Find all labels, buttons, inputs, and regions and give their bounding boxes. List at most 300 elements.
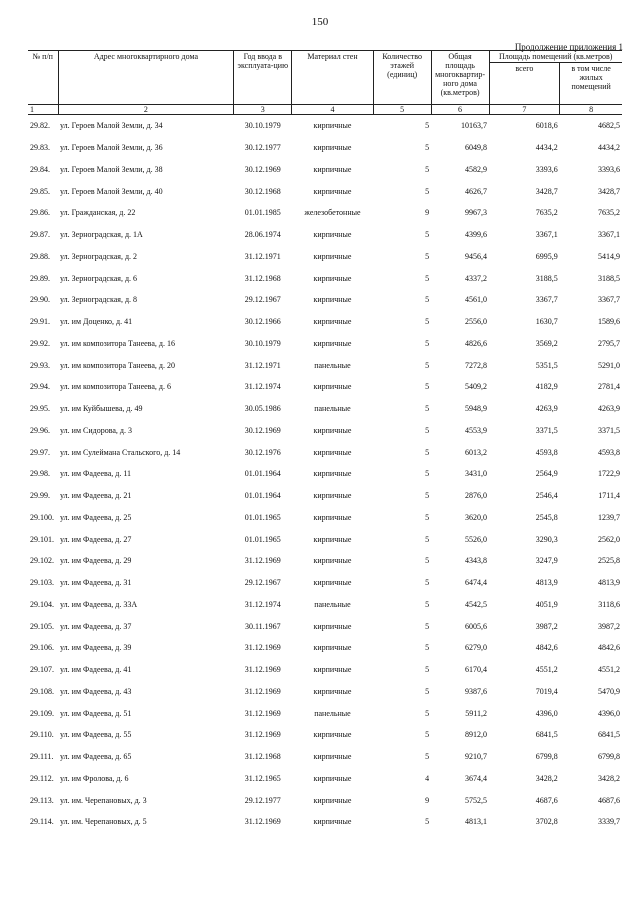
material-cell: кирпичные [313,425,352,435]
material-cell: железобетонные [304,208,361,218]
table-row [28,354,622,376]
year-cell: 30.12.1969 [244,164,281,174]
table-row [28,594,622,616]
year-cell: 31.12.1969 [244,556,281,566]
residential-area-cell: 4263,9 [598,404,620,414]
table-row [28,724,622,746]
premises-all-cell: 3367,1 [535,230,558,240]
premises-all-cell: 4842,6 [535,643,558,653]
row-number-cell: 29.102. [30,556,54,566]
floors-cell: 5 [425,491,430,501]
table-row [28,463,622,485]
table-row [28,528,622,550]
material-cell: кирпичные [313,643,352,653]
material-cell: кирпичные [313,795,352,805]
row-number-cell: 29.83. [30,143,50,153]
address-cell: ул. им Фадеева, д. 51 [60,708,132,718]
residential-area-cell: 7635,2 [598,208,620,218]
address-cell: ул. им Фадеева, д. 33А [60,599,138,609]
material-cell: кирпичные [313,447,352,457]
address-cell: ул. Зерноградская, д. 1А [60,230,143,240]
residential-area-cell: 4551,2 [598,665,620,675]
residential-area-cell: 3987,2 [598,621,620,631]
total-area-cell: 9387,6 [465,686,487,696]
floors-cell: 5 [425,121,430,131]
address-cell: ул. им Фадеева, д. 55 [60,730,132,740]
table-row [28,398,622,420]
material-cell: кирпичные [313,773,352,783]
year-cell: 30.11.1967 [244,621,281,631]
floors-cell: 5 [425,143,430,153]
housing-table [28,50,622,833]
table-row [28,376,622,398]
residential-area-cell: 4593,8 [598,447,620,457]
row-number-cell: 29.97. [30,447,50,457]
floors-cell: 9 [425,208,430,218]
premises-all-cell: 3393,6 [535,164,558,174]
floors-cell: 5 [425,360,430,370]
premises-all-cell: 2564,9 [535,469,558,479]
total-area-cell: 9210,7 [465,752,487,762]
table-row [28,333,622,355]
address-cell: ул. им Фадеева, д. 31 [60,578,132,588]
table-row [28,550,622,572]
total-area-cell: 6013,2 [465,447,487,457]
residential-area-cell: 1722,9 [598,469,620,479]
row-number-cell: 29.111. [30,752,54,762]
table-row [28,507,622,529]
premises-all-cell: 4593,8 [535,447,558,457]
residential-area-cell: 3428,2 [598,773,620,783]
column-number: 4 [292,105,373,115]
total-area-cell: 4542,5 [465,599,487,609]
material-cell: панельные [314,599,351,609]
column-numbers-row [28,105,622,115]
floors-cell: 5 [425,817,430,827]
floors-cell: 5 [425,512,430,522]
address-cell: ул. им Доценко, д. 41 [60,317,133,327]
address-cell: ул. Героев Малой Земли, д. 40 [60,186,163,196]
material-cell: кирпичные [313,752,352,762]
residential-area-cell: 2562,0 [598,534,620,544]
floors-cell: 5 [425,230,430,240]
total-area-cell: 3431,0 [465,469,487,479]
address-cell: ул. им Куйбышева, д. 49 [60,404,143,414]
premises-all-cell: 1630,7 [535,317,558,327]
premises-all-cell: 4396,0 [535,708,558,718]
year-cell: 31.12.1971 [244,360,281,370]
row-number-cell: 29.95. [30,404,50,414]
page-number: 150 [311,16,329,28]
total-area-cell: 10163,7 [461,121,487,131]
total-area-cell: 4399,6 [465,230,487,240]
residential-area-cell: 3339,7 [598,817,620,827]
total-area-cell: 4582,9 [465,164,487,174]
total-area-cell: 6005,6 [465,621,487,631]
year-cell: 28.06.1974 [244,230,281,240]
table-row [28,768,622,790]
total-area-cell: 5752,5 [465,795,487,805]
total-area-cell: 9456,4 [465,251,487,261]
premises-all-cell: 4687,6 [535,795,558,805]
material-cell: кирпичные [313,578,352,588]
total-area-cell: 4553,9 [465,425,487,435]
residential-area-cell: 3367,1 [598,230,620,240]
total-area-cell: 5409,2 [465,382,487,392]
address-cell: ул. им Фадеева, д. 43 [60,686,132,696]
address-cell: ул. им Фадеева, д. 11 [60,469,132,479]
total-area-cell: 6474,4 [465,578,487,588]
table-row [28,267,622,289]
premises-all-cell: 3371,5 [535,425,558,435]
premises-all-cell: 4263,9 [535,404,558,414]
residential-area-cell: 4813,9 [598,578,620,588]
material-cell: панельные [314,404,351,414]
premises-all-cell: 3367,7 [535,295,558,305]
table-row [28,202,622,224]
material-cell: панельные [314,360,351,370]
residential-area-cell: 3188,5 [598,273,620,283]
material-cell: кирпичные [313,164,352,174]
address-cell: ул. им Фадеева, д. 27 [60,534,132,544]
row-number-cell: 29.113. [30,795,54,805]
address-cell: ул. Зерноградская, д. 8 [60,295,138,305]
header-premises-area: Площадь помещений (кв.метров) [489,51,622,63]
material-cell: кирпичные [313,621,352,631]
material-cell: кирпичные [313,512,352,522]
floors-cell: 5 [425,534,430,544]
address-cell: ул. Зерноградская, д. 6 [60,273,138,283]
residential-area-cell: 1239,7 [598,512,620,522]
header-floors: Количество этажей (единиц) [373,51,431,105]
premises-all-cell: 5351,5 [535,360,558,370]
row-number-cell: 29.99. [30,491,50,501]
row-number-cell: 29.107. [30,665,54,675]
row-number-cell: 29.82. [30,121,50,131]
residential-area-cell: 3428,7 [598,186,620,196]
row-number-cell: 29.104. [30,599,54,609]
premises-all-cell: 6799,8 [535,752,558,762]
address-cell: ул. им Сулеймана Стальского, д. 14 [60,447,181,457]
premises-all-cell: 6841,5 [535,730,558,740]
address-cell: ул. Зерноградская, д. 2 [60,251,138,261]
total-area-cell: 6170,4 [465,665,487,675]
year-cell: 29.12.1967 [244,295,281,305]
residential-area-cell: 6841,5 [598,730,620,740]
floors-cell: 9 [425,795,430,805]
row-number-cell: 29.88. [30,251,50,261]
row-number-cell: 29.110. [30,730,54,740]
header-material: Материал стен [292,51,373,105]
floors-cell: 5 [425,164,430,174]
total-area-cell: 2556,0 [465,317,487,327]
material-cell: кирпичные [313,317,352,327]
material-cell: кирпичные [313,382,352,392]
floors-cell: 5 [425,556,430,566]
address-cell: ул. им Сидорова, д. 3 [60,425,132,435]
total-area-cell: 5948,9 [465,404,487,414]
residential-area-cell: 3367,7 [598,295,620,305]
address-cell: ул. Героев Малой Земли, д. 38 [60,164,163,174]
premises-all-cell: 3247,9 [535,556,558,566]
address-cell: ул. им. Черепановых, д. 5 [60,817,147,827]
row-number-cell: 29.103. [30,578,54,588]
floors-cell: 5 [425,665,430,675]
floors-cell: 5 [425,382,430,392]
column-number: 1 [28,105,58,115]
total-area-cell: 3674,4 [465,773,487,783]
year-cell: 31.12.1969 [244,665,281,675]
address-cell: ул. Гражданская, д. 22 [60,208,136,218]
row-number-cell: 29.85. [30,186,50,196]
column-number: 2 [58,105,234,115]
address-cell: ул. им композитора Танеева, д. 6 [60,382,171,392]
material-cell: кирпичные [313,186,352,196]
material-cell: кирпичные [313,251,352,261]
residential-area-cell: 6799,8 [598,752,620,762]
year-cell: 31.12.1969 [244,643,281,653]
total-area-cell: 4337,2 [465,273,487,283]
premises-all-cell: 6995,9 [535,251,558,261]
table-row [28,224,622,246]
column-number: 8 [560,105,622,115]
premises-all-cell: 3702,8 [535,817,558,827]
premises-all-cell: 2545,8 [535,512,558,522]
residential-area-cell: 3118,6 [598,599,620,609]
table-row [28,180,622,202]
premises-all-cell: 6018,6 [535,121,558,131]
address-cell: ул. Героев Малой Земли, д. 36 [60,143,163,153]
row-number-cell: 29.112. [30,773,54,783]
residential-area-cell: 4687,6 [598,795,620,805]
floors-cell: 5 [425,251,430,261]
premises-all-cell: 4813,9 [535,578,558,588]
row-number-cell: 29.96. [30,425,50,435]
total-area-cell: 6049,8 [465,143,487,153]
address-cell: ул. им Фадеева, д. 65 [60,752,132,762]
table-header [28,51,622,115]
row-number-cell: 29.86. [30,208,50,218]
residential-area-cell: 5470,9 [598,686,620,696]
premises-all-cell: 3428,7 [535,186,558,196]
year-cell: 31.12.1969 [244,708,281,718]
year-cell: 30.12.1976 [244,447,281,457]
total-area-cell: 2876,0 [465,491,487,501]
table-row [28,246,622,268]
material-cell: кирпичные [313,556,352,566]
floors-cell: 5 [425,338,430,348]
floors-cell: 5 [425,752,430,762]
row-number-cell: 29.98. [30,469,50,479]
residential-area-cell: 5291,0 [598,360,620,370]
floors-cell: 5 [425,425,430,435]
table-row [28,441,622,463]
residential-area-cell: 4434,2 [598,143,620,153]
premises-all-cell: 4434,2 [535,143,558,153]
material-cell: кирпичные [313,534,352,544]
floors-cell: 5 [425,469,430,479]
table-row [28,115,622,137]
header-num: № п/п [28,51,58,105]
table-body [28,115,622,833]
address-cell: ул. им Фадеева, д. 37 [60,621,132,631]
table-row [28,137,622,159]
table-row [28,159,622,181]
year-cell: 31.12.1969 [244,686,281,696]
material-cell: панельные [314,708,351,718]
column-number: 6 [431,105,489,115]
table-row [28,615,622,637]
residential-area-cell: 3393,6 [598,164,620,174]
header-address: Адрес многоквартирного дома [58,51,234,105]
address-cell: ул. им Фадеева, д. 41 [60,665,132,675]
row-number-cell: 29.93. [30,360,50,370]
residential-area-cell: 2795,7 [598,338,620,348]
year-cell: 01.01.1985 [244,208,281,218]
year-cell: 01.01.1964 [244,469,281,479]
floors-cell: 5 [425,186,430,196]
floors-cell: 5 [425,599,430,609]
year-cell: 31.12.1969 [244,730,281,740]
header-total-area: Общая площадь многоквартир-ного дома (кв.метров) [431,51,489,105]
floors-cell: 5 [425,404,430,414]
year-cell: 31.12.1968 [244,273,281,283]
year-cell: 30.05.1986 [244,404,281,414]
table-row [28,420,622,442]
material-cell: кирпичные [313,469,352,479]
row-number-cell: 29.84. [30,164,50,174]
floors-cell: 5 [425,447,430,457]
address-cell: ул. им композитора Танеева, д. 20 [60,360,175,370]
address-cell: ул. им Фадеева, д. 21 [60,491,132,501]
header-all: всего [489,63,560,105]
floors-cell: 5 [425,708,430,718]
residential-area-cell: 2525,8 [598,556,620,566]
total-area-cell: 4561,0 [465,295,487,305]
floors-cell: 5 [425,295,430,305]
column-number: 7 [489,105,560,115]
total-area-cell: 5526,0 [465,534,487,544]
year-cell: 31.12.1965 [244,773,281,783]
material-cell: кирпичные [313,686,352,696]
table-row [28,702,622,724]
total-area-cell: 4343,8 [465,556,487,566]
total-area-cell: 4813,1 [465,817,487,827]
total-area-cell: 4626,7 [465,186,487,196]
material-cell: кирпичные [313,273,352,283]
year-cell: 01.01.1965 [244,534,281,544]
residential-area-cell: 4682,5 [598,121,620,131]
year-cell: 29.12.1967 [244,578,281,588]
floors-cell: 5 [425,643,430,653]
floors-cell: 5 [425,621,430,631]
residential-area-cell: 4842,6 [598,643,620,653]
floors-cell: 5 [425,686,430,696]
row-number-cell: 29.108. [30,686,54,696]
premises-all-cell: 3188,5 [535,273,558,283]
table-row [28,637,622,659]
table-row [28,811,622,833]
table-row [28,572,622,594]
row-number-cell: 29.106. [30,643,54,653]
row-number-cell: 29.114. [30,817,54,827]
address-cell: ул. им Фадеева, д. 29 [60,556,132,566]
row-number-cell: 29.105. [30,621,54,631]
residential-area-cell: 1711,4 [598,491,620,501]
floors-cell: 5 [425,730,430,740]
table-row [28,659,622,681]
table-row [28,789,622,811]
year-cell: 01.01.1964 [244,491,281,501]
premises-all-cell: 7635,2 [535,208,558,218]
material-cell: кирпичные [313,338,352,348]
row-number-cell: 29.91. [30,317,50,327]
residential-area-cell: 4396,0 [598,708,620,718]
total-area-cell: 9967,3 [465,208,487,218]
year-cell: 29.12.1977 [244,795,281,805]
address-cell: ул. им Фадеева, д. 39 [60,643,132,653]
premises-all-cell: 4182,9 [535,382,558,392]
continuation-label: Продолжение приложения 1 [514,42,623,52]
material-cell: кирпичные [313,491,352,501]
header-residential: в том числе жилых помещений [571,64,611,91]
premises-all-cell: 4051,9 [535,599,558,609]
address-cell: ул. Героев Малой Земли, д. 34 [60,121,163,131]
material-cell: кирпичные [313,295,352,305]
year-cell: 30.10.1979 [244,121,281,131]
year-cell: 30.12.1977 [244,143,281,153]
row-number-cell: 29.109. [30,708,54,718]
residential-area-cell: 2781,4 [598,382,620,392]
year-cell: 31.12.1969 [244,817,281,827]
floors-cell: 4 [425,773,430,783]
year-cell: 30.12.1966 [244,317,281,327]
year-cell: 31.12.1974 [244,599,281,609]
header-year: Год ввода в эксплуата-цию [234,51,292,105]
row-number-cell: 29.92. [30,338,50,348]
year-cell: 31.12.1968 [244,752,281,762]
year-cell: 30.12.1969 [244,425,281,435]
table-row [28,746,622,768]
residential-area-cell: 1589,6 [598,317,620,327]
row-number-cell: 29.89. [30,273,50,283]
floors-cell: 5 [425,273,430,283]
table-row [28,289,622,311]
material-cell: кирпичные [313,121,352,131]
address-cell: ул. им Фролова, д. 6 [60,773,129,783]
total-area-cell: 4826,6 [465,338,487,348]
row-number-cell: 29.100. [30,512,54,522]
premises-all-cell: 3987,2 [535,621,558,631]
year-cell: 30.10.1979 [244,338,281,348]
total-area-cell: 8912,0 [465,730,487,740]
year-cell: 01.01.1965 [244,512,281,522]
premises-all-cell: 7019,4 [535,686,558,696]
premises-all-cell: 4551,2 [535,665,558,675]
residential-area-cell: 3371,5 [598,425,620,435]
table-row [28,311,622,333]
row-number-cell: 29.90. [30,295,50,305]
total-area-cell: 3620,0 [465,512,487,522]
total-area-cell: 6279,0 [465,643,487,653]
premises-all-cell: 3428,2 [535,773,558,783]
row-number-cell: 29.87. [30,230,50,240]
premises-all-cell: 3569,2 [535,338,558,348]
material-cell: кирпичные [313,730,352,740]
residential-area-cell: 5414,9 [598,251,620,261]
table-row [28,485,622,507]
total-area-cell: 5911,2 [465,708,487,718]
